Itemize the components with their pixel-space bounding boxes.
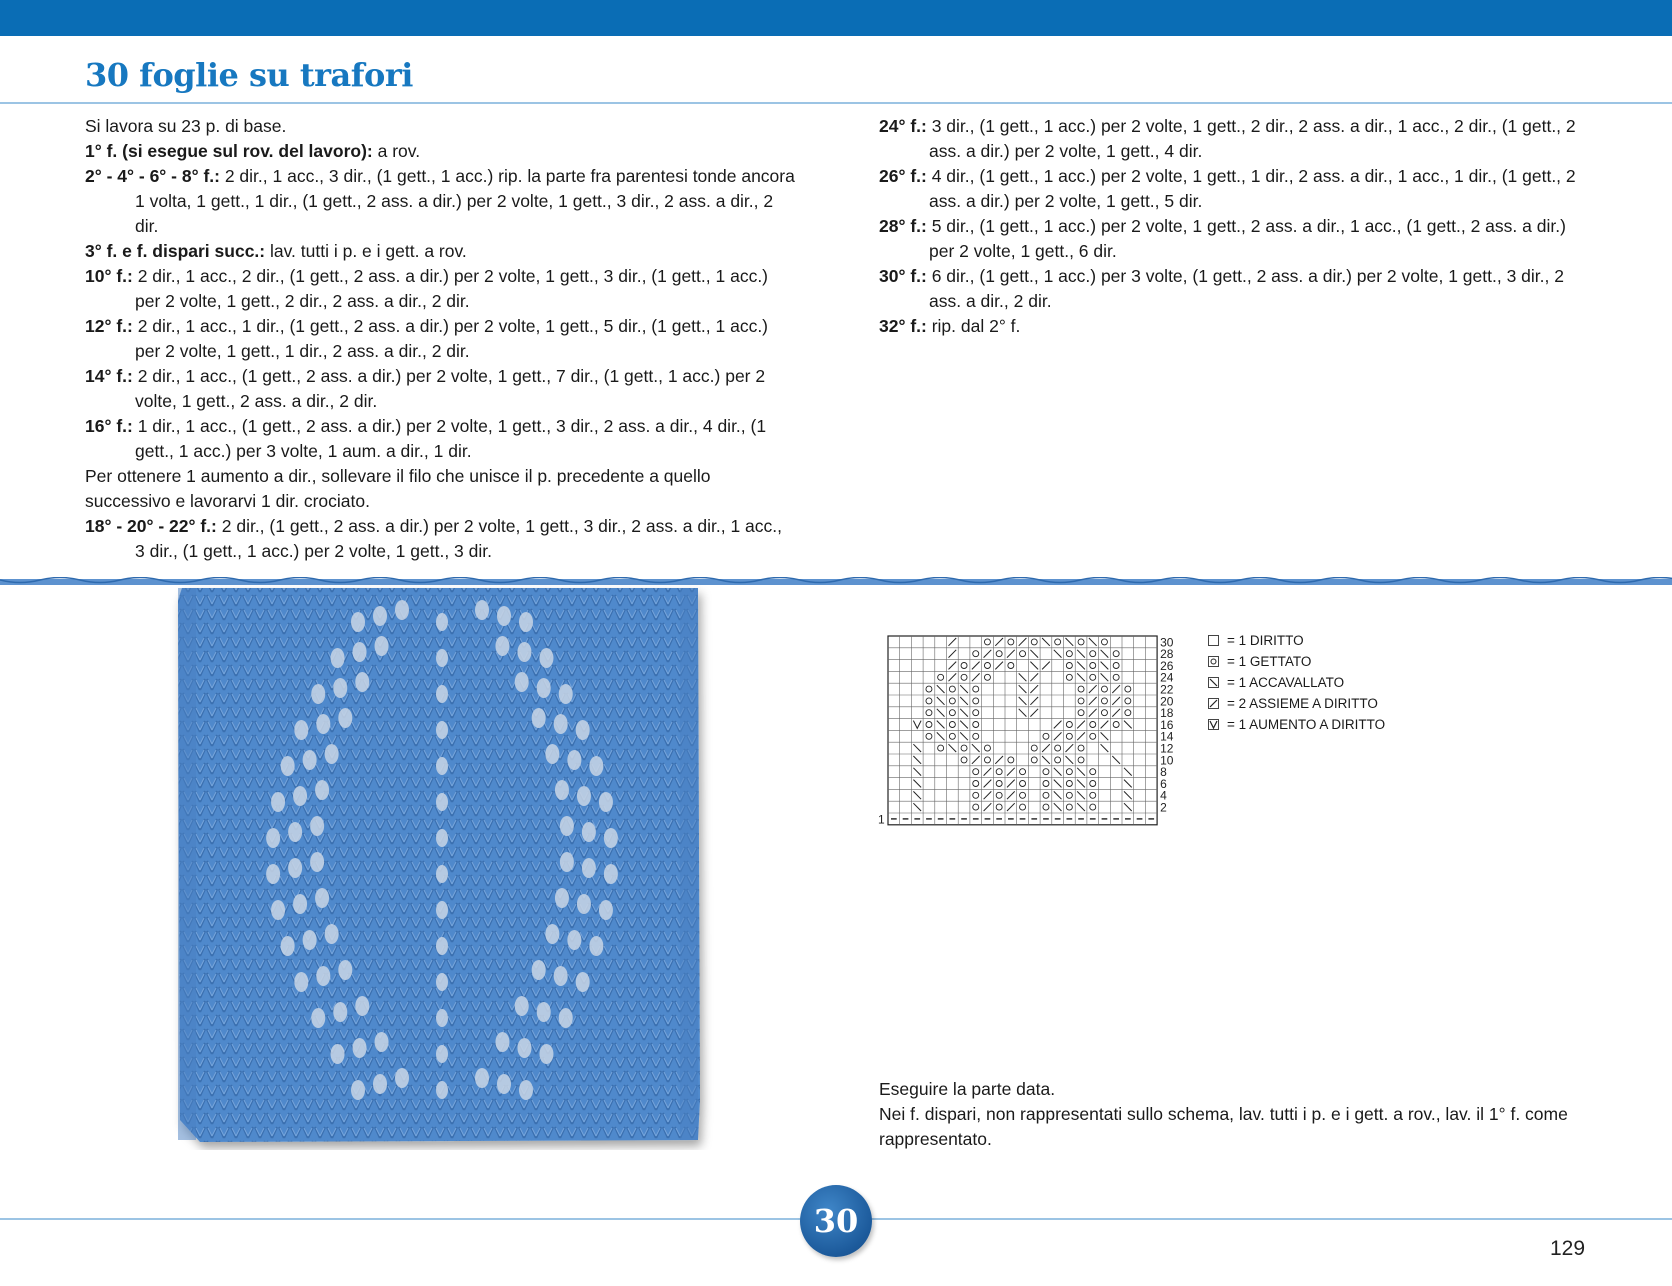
chart-row-label: 22	[1160, 682, 1174, 697]
row-label: 26° f.:	[879, 166, 927, 186]
row-text: 5 dir., (1 gett., 1 acc.) per 2 volte, 1 gett., 2 ass. a dir., 1 acc., (1 gett., 2 ass. a dir.) per 2 volte, 1 gett., 6 dir.	[926, 216, 1566, 261]
row-text: Per ottenere 1 aumento a dir., sollevare il filo che unisce il p. precedente a quello successivo e lavorarvi 1 dir. crociato.	[85, 466, 711, 511]
row-label: 14° f.:	[85, 366, 133, 386]
chart-row-label: 18	[1160, 706, 1174, 721]
row-label: 28° f.:	[879, 216, 927, 236]
chart-row-label: 8	[1160, 765, 1167, 780]
row-label: 24° f.:	[879, 116, 927, 136]
legend-label: = 2 ASSIEME A DIRITTO	[1227, 696, 1378, 711]
legend-label: = 1 GETTATO	[1227, 654, 1312, 669]
k2tog-icon	[1208, 698, 1219, 709]
instruction-row	[879, 214, 1587, 264]
row-text: rip. dal 2° f.	[926, 316, 1021, 336]
yarn-over-icon	[1208, 656, 1219, 667]
row-text: Si lavora su 23 p. di base.	[85, 116, 287, 136]
chart-row-label: 16	[1160, 717, 1174, 732]
legend-item	[1208, 651, 1385, 672]
chart-row-label: 10	[1160, 753, 1174, 768]
row-label: 3° f. e f. dispari succ.:	[85, 241, 266, 261]
legend-label: = 1 DIRITTO	[1227, 633, 1304, 648]
row-label: 16° f.:	[85, 416, 133, 436]
chart-row-label: 20	[1160, 694, 1174, 709]
instruction-row	[85, 314, 795, 364]
instruction-row	[879, 114, 1587, 164]
row-text: 3 dir., (1 gett., 1 acc.) per 2 volte, 1 gett., 2 dir., 2 ass. a dir., 1 acc., 2 dir., (1 gett., 2 ass. a dir.) per 2 volte, 1 gett., 4 dir.	[926, 116, 1576, 161]
instruction-row	[85, 239, 795, 264]
instructions-left-column	[85, 114, 795, 564]
increase-icon	[1208, 719, 1219, 730]
chart-row-label: 24	[1160, 670, 1174, 685]
row-text: 2 dir., 1 acc., 1 dir., (1 gett., 2 ass. a dir.) per 2 volte, 1 gett., 5 dir., (1 gett., 1 acc.) per 2 volte, 1 gett., 1 dir., 2 ass. a dir., 2 dir.	[132, 316, 769, 361]
row-text: 6 dir., (1 gett., 1 acc.) per 3 volte, (1 gett., 2 ass. a dir.) per 2 volte, 1 gett., 3 dir., 2 ass. a dir., 2 dir.	[926, 266, 1564, 311]
row-label: 32° f.:	[879, 316, 927, 336]
chart-row-label: 4	[1160, 788, 1167, 803]
legend-item	[1208, 630, 1385, 651]
note-line: Nei f. dispari, non rappresentati sullo schema, lav. tutti i p. e i gett. a rov., lav. il 1° f. come rappresentato.	[879, 1104, 1568, 1149]
row-label: 10° f.:	[85, 266, 133, 286]
chart-row-label: 12	[1160, 741, 1174, 756]
legend-label: = 1 AUMENTO A DIRITTO	[1227, 717, 1386, 732]
legend-label: = 1 ACCAVALLATO	[1227, 675, 1345, 690]
knitting-chart	[870, 628, 1190, 828]
row-text: a rov.	[372, 141, 421, 161]
instruction-row	[85, 514, 795, 564]
row-text: 2 dir., 1 acc., (1 gett., 2 ass. a dir.) per 2 volte, 1 gett., 7 dir., (1 gett., 1 acc.) per 2 volte, 1 gett., 2 ass. a dir., 2 dir.	[132, 366, 766, 411]
chart-legend	[1208, 630, 1385, 735]
row-text: 2 dir., 1 acc., 3 dir., (1 gett., 1 acc.) rip. la parte fra parentesi tonde ancora 1 volta, 1 gett., 1 dir., (1 gett., 2 ass. a dir.) per 2 volte, 1 gett., 3 dir., 2 ass. a dir., 2 dir.	[135, 166, 795, 236]
row-label: 1° f. (si esegue sul rov. del lavoro):	[85, 141, 373, 161]
chart-row-label: 14	[1160, 729, 1174, 744]
legend-item	[1208, 672, 1385, 693]
chart-row-label: 2	[1160, 800, 1167, 815]
knitted-swatch-image	[170, 580, 715, 1150]
instruction-row	[85, 364, 795, 414]
chart-row-label: 1	[878, 812, 885, 827]
chart-row-label: 28	[1160, 647, 1174, 662]
row-text: 2 dir., 1 acc., 2 dir., (1 gett., 2 ass. a dir.) per 2 volte, 1 gett., 3 dir., (1 gett., 1 acc.) per 2 volte, 1 gett., 2 dir., 2 ass. a dir., 2 dir.	[132, 266, 769, 311]
instruction-row	[85, 114, 795, 139]
legend-item	[1208, 693, 1385, 714]
instruction-row	[879, 264, 1587, 314]
legend-item	[1208, 714, 1385, 735]
instruction-row	[85, 264, 795, 314]
instruction-row	[85, 164, 795, 239]
title-divider	[0, 102, 1672, 104]
chart-notes	[879, 1077, 1589, 1152]
instruction-row	[85, 464, 795, 514]
row-label: 12° f.:	[85, 316, 133, 336]
row-label: 18° - 20° - 22° f.:	[85, 516, 217, 536]
chart-row-label: 30	[1160, 635, 1174, 650]
row-text: lav. tutti i p. e i gett. a rov.	[265, 241, 467, 261]
row-text: 1 dir., 1 acc., (1 gett., 2 ass. a dir.) per 2 volte, 1 gett., 3 dir., 2 ass. a dir., 4 dir., (1 gett., 1 acc.) per 3 volte, 1 aum. a dir., 1 dir.	[132, 416, 767, 461]
instructions-right-column	[879, 114, 1587, 339]
row-label: 2° - 4° - 6° - 8° f.:	[85, 166, 220, 186]
instruction-row	[85, 414, 795, 464]
row-label: 30° f.:	[879, 266, 927, 286]
page-title: 30 foglie su trafori	[85, 56, 413, 94]
note-line: Eseguire la parte data.	[879, 1079, 1056, 1099]
instruction-row	[879, 314, 1587, 339]
row-text: 2 dir., (1 gett., 2 ass. a dir.) per 2 volte, 1 gett., 3 dir., 2 ass. a dir., 1 acc., 3 dir., (1 gett., 1 acc.) per 2 volte, 1 gett., 3 dir.	[135, 516, 783, 561]
row-text: 4 dir., (1 gett., 1 acc.) per 2 volte, 1 gett., 1 dir., 2 ass. a dir., 1 acc., 1 dir., (1 gett., 2 ass. a dir.) per 2 volte, 1 gett., 5 dir.	[926, 166, 1576, 211]
knit-square-icon	[1208, 635, 1219, 646]
instruction-row	[879, 164, 1587, 214]
chart-row-label: 6	[1160, 776, 1167, 791]
chart-row-label: 26	[1160, 658, 1174, 673]
top-color-bar	[0, 0, 1672, 36]
instruction-row	[85, 139, 795, 164]
slip-decrease-icon	[1208, 677, 1219, 688]
page-number: 129	[1550, 1237, 1586, 1260]
pattern-number-badge: 30	[800, 1185, 872, 1257]
